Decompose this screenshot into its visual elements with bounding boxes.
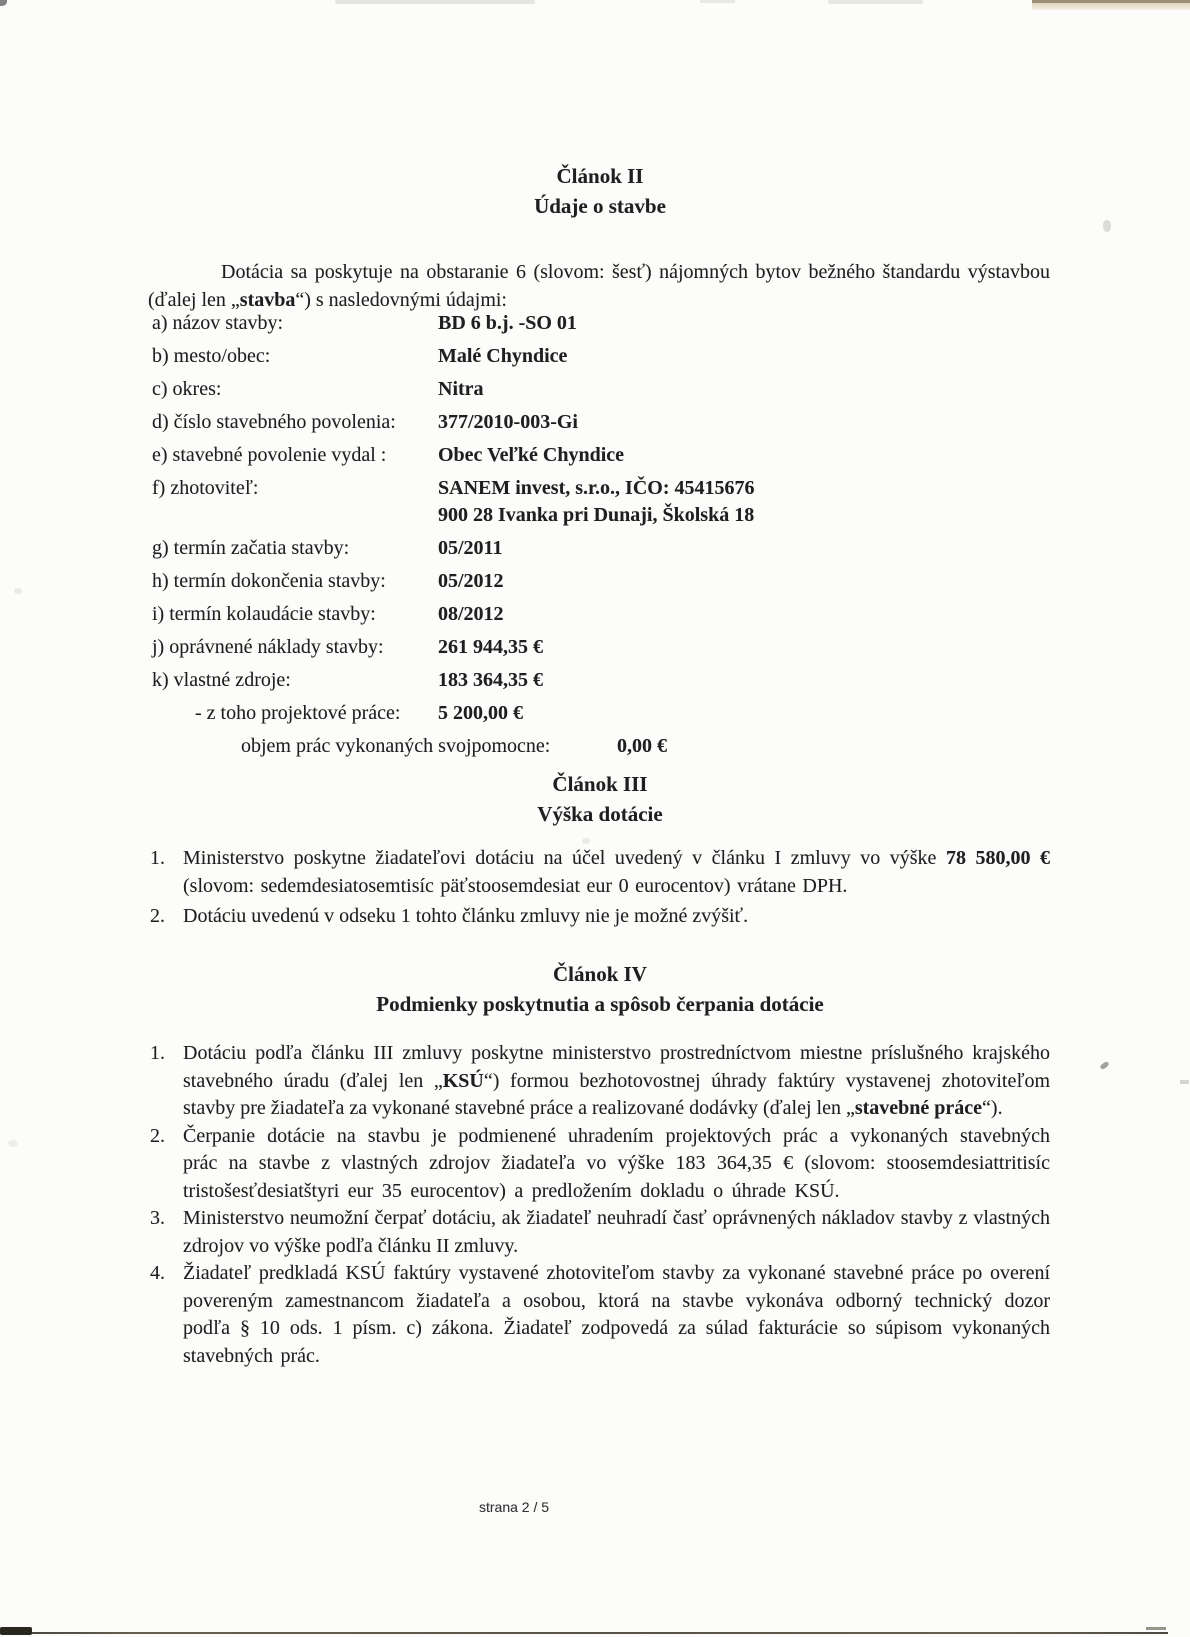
scan-speck-top-left	[0, 0, 7, 6]
field-value: Malé Chyndice	[438, 345, 568, 367]
field-row-termin-dokoncenia	[152, 568, 1050, 595]
intro-bold-term: stavba	[239, 288, 296, 311]
item-number: 3.	[150, 1207, 165, 1229]
article3-subtitle: Výška dotácie	[537, 802, 663, 826]
scan-speck	[14, 588, 22, 594]
field-row-mesto-obec	[152, 343, 1050, 370]
field-label: c) okres:	[152, 378, 222, 400]
item-number: 4.	[150, 1262, 165, 1284]
field-label: k) vlastné zdroje:	[152, 669, 291, 691]
field-row-povolenie-vydal	[152, 442, 1050, 469]
field-value: BD 6 b.j. -SO 01	[438, 312, 577, 334]
field-value: 377/2010-003-Gi	[438, 411, 578, 433]
field-row-zhotovitel	[152, 475, 1050, 529]
field-label: a) názov stavby:	[152, 312, 284, 334]
field-value: Nitra	[438, 378, 484, 400]
item-text: (slovom: sedemdesiatosemtisíc päťstoosemdesiat eur 0 eurocentov) vrátane DPH.	[183, 874, 848, 897]
field-value: 05/2011	[438, 537, 503, 559]
scan-speck	[582, 838, 590, 844]
scan-line-bottom-blob	[0, 1627, 32, 1635]
item-number: 1.	[150, 847, 165, 869]
article3-title: Článok III	[552, 772, 648, 796]
field-row-nazov-stavby	[152, 310, 1050, 337]
field-value	[438, 475, 755, 529]
field-value: 261 944,35 €	[438, 636, 543, 658]
intro-text-end: “) s nasledovnými údajmi:	[295, 288, 507, 311]
field-label: d) číslo stavebného povolenia:	[152, 411, 396, 433]
article4-subtitle: Podmienky poskytnutia a spôsob čerpania dotácie	[376, 992, 824, 1016]
item-number: 1.	[150, 1042, 165, 1064]
scan-smudge	[828, 0, 923, 4]
field-label: f) zhotoviteľ:	[152, 477, 259, 499]
list-item	[150, 1123, 1050, 1206]
contractor-line2: 900 28 Ivanka pri Dunaji, Školská 18	[438, 504, 755, 526]
scan-line-bottom	[0, 1632, 1168, 1634]
item-text: Dotáciu uvedenú v odseku 1 tohto článku zmluvy nie je možné zvýšiť.	[183, 905, 749, 927]
article2-intro-paragraph	[148, 259, 1050, 314]
item-text: Ministerstvo neumožní čerpať dotáciu, ak žiadateľ neuhradí časť oprávnených nákladov stavby z vlastných zdrojov vo výške podľa článku II zmluvy.	[183, 1207, 1050, 1257]
list-item	[150, 1040, 1050, 1123]
field-label: i) termín kolaudácie stavby:	[152, 603, 376, 625]
field-row-cislo-povolenia	[152, 409, 1050, 436]
scan-smudge	[335, 0, 535, 4]
item-number: 2.	[150, 1124, 165, 1147]
item-bold-amount: 78 580,00 €	[945, 847, 1051, 869]
field-value: 05/2012	[438, 570, 504, 592]
item-text: Dotáciu podľa článku III zmluvy poskytne ministerstvo prostredníctvom miestne príslušného krajského stavebného úradu (ďalej len „	[183, 1042, 1050, 1092]
item-text: “) formou bezhotovostnej úhrady faktúry vystavenej zhotoviteľom stavby pre žiadateľa za vykonané stavebné práce a realizované dodávky (ďalej len „	[183, 1069, 1050, 1119]
field-label: - z toho projektové práce:	[195, 702, 401, 724]
list-item	[150, 1205, 1050, 1260]
list-item	[150, 1260, 1050, 1370]
item-bold-term: stavebné práce	[854, 1097, 983, 1119]
field-label: g) termín začatia stavby:	[152, 537, 350, 559]
article2-subtitle: Údaje o stavbe	[534, 194, 666, 218]
field-value: 08/2012	[438, 603, 504, 625]
article3-heading	[150, 769, 1050, 829]
building-data-list	[152, 310, 1050, 766]
page-number-footer: strana 2 / 5	[479, 1499, 550, 1515]
field-label: h) termín dokončenia stavby:	[152, 570, 386, 592]
item-bold-term: KSÚ	[442, 1069, 484, 1092]
field-row-termin-kolaudacie	[152, 601, 1050, 628]
scan-edge-band-top-right	[1032, 0, 1190, 10]
scan-speck	[1180, 1080, 1189, 1084]
field-label: e) stavebné povolenie vydal :	[152, 444, 387, 466]
item-number: 2.	[150, 905, 165, 927]
field-value: Obec Veľké Chyndice	[438, 444, 625, 466]
article4-title: Článok IV	[553, 962, 647, 986]
field-value: 0,00 €	[617, 735, 667, 757]
list-item	[150, 903, 1050, 931]
field-label: b) mesto/obec:	[152, 345, 271, 367]
article2-heading	[150, 161, 1050, 221]
scan-speck	[8, 1140, 18, 1147]
item-text: Žiadateľ predkladá KSÚ faktúry vystavené zhotoviteľom stavby za vykonané stavebné práce po overení povereným zamestnancom žiadateľa a osobou, ktorá na stavbe vykonáva odborný technický dozor podľa § 10 ods. 1 písm. c) zákona. Žiadateľ zodpovedá za súlad fakturácie so súpisom vykonaných stavebných prác.	[183, 1262, 1050, 1367]
item-text: “).	[982, 1097, 1003, 1119]
field-value: 5 200,00 €	[438, 702, 523, 724]
field-label: j) oprávnené náklady stavby:	[152, 636, 384, 658]
list-item	[150, 845, 1050, 900]
scan-speck	[1099, 1061, 1109, 1070]
contractor-line1: SANEM invest, s.r.o., IČO: 45415676	[438, 477, 755, 499]
field-row-vlastne-zdroje	[152, 667, 1050, 694]
scan-speck	[1103, 220, 1111, 232]
scan-smudge	[700, 0, 735, 3]
article4-heading	[150, 959, 1050, 1019]
field-row-termin-zacatia	[152, 535, 1050, 562]
field-row-okres	[152, 376, 1050, 403]
field-row-svojpomocne	[241, 733, 1050, 760]
field-row-opravnene-naklady	[152, 634, 1050, 661]
field-value: 183 364,35 €	[438, 669, 543, 691]
article3-list	[150, 845, 1050, 934]
scan-line-bottom-dash	[1146, 1627, 1166, 1630]
field-label: objem prác vykonaných svojpomocne:	[241, 735, 551, 757]
field-row-projektove-prace	[152, 700, 1050, 727]
item-text: Ministerstvo poskytne žiadateľovi dotáciu na účel uvedený v článku I zmluvy vo výške	[183, 847, 946, 869]
article4-list	[150, 1040, 1050, 1370]
intro-text: Dotácia sa poskytuje na obstaranie 6 (slovom: šesť) nájomných bytov bežného štandardu výstavbou (ďalej len „	[148, 261, 1050, 311]
item-text: Čerpanie dotácie na stavbu je podmienené uhradením projektových prác a vykonaných stavebných prác na stavbe z vlastných zdrojov žiadateľa vo výške 183 364,35 € (slovom: stoosemdesiattritisíc tristošesťdesiatštyri eur 35 eurocentov) a predložením dokladu o úhrade KSÚ.	[183, 1124, 1050, 1202]
article2-title: Článok II	[556, 164, 644, 188]
